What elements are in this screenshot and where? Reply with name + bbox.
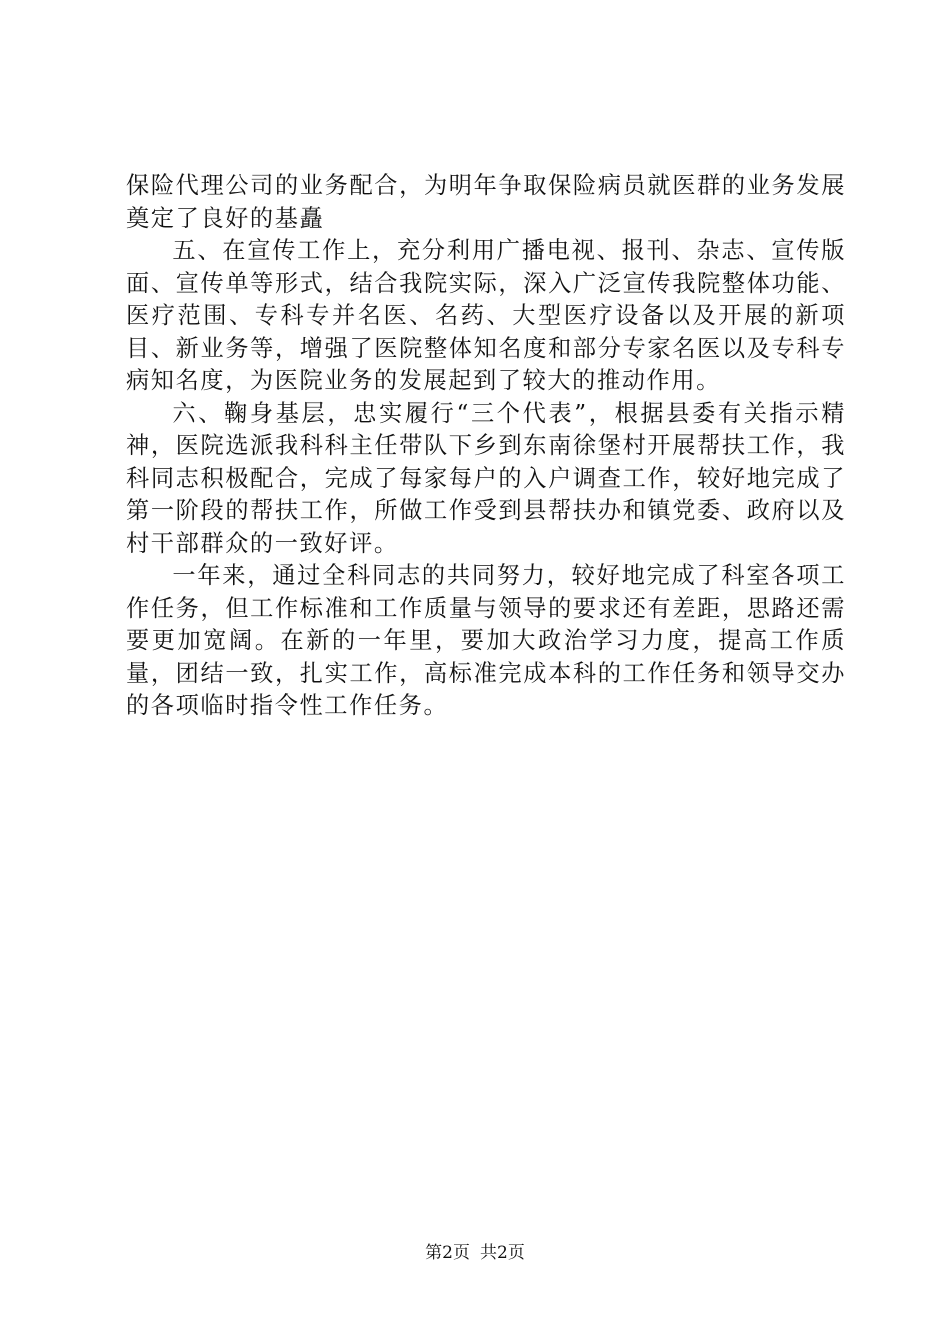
page-footer — [0, 1242, 950, 1264]
document-body — [126, 170, 846, 723]
page-number: 第2页 — [425, 1243, 470, 1263]
paragraph-summary: 一年来，通过全科同志的共同努力，较好地完成了科室各项工作任务，但工作标准和工作质量与领导的要求还有差距，思路还需要更加宽阔。在新的一年里，要加大政治学习力度，提高工作质量，团结一致，扎实工作，高标准完成本科的工作任务和领导交办的各项临时指令性工作任务。 — [126, 562, 846, 719]
paragraph-continuation: 保险代理公司的业务配合，为明年争取保险病员就医群的业务发展奠定了良好的基矗 — [126, 172, 846, 232]
paragraph-grassroots: 六、鞠身基层，忠实履行“三个代表”，根据县委有关指示精神，医院选派我科科主任带队下乡到东南徐堡村开展帮扶工作，我科同志积极配合，完成了每家每户的入户调查工作，较好地完成了第一阶段的帮扶工作，所做工作受到县帮扶办和镇党委、政府以及村干部群众的一致好评。 — [126, 399, 846, 557]
page-total: 共2页 — [480, 1243, 525, 1263]
paragraph-publicity: 五、在宣传工作上，充分利用广播电视、报刊、杂志、宣传版面、宣传单等形式，结合我院实际，深入广泛宣传我院整体功能、医疗范围、专科专并名医、名药、大型医疗设备以及开展的新项目、新业务等，增强了医院整体知名度和部分专家名医以及专科专病知名度，为医院业务的发展起到了较大的推动作用。 — [126, 237, 846, 394]
